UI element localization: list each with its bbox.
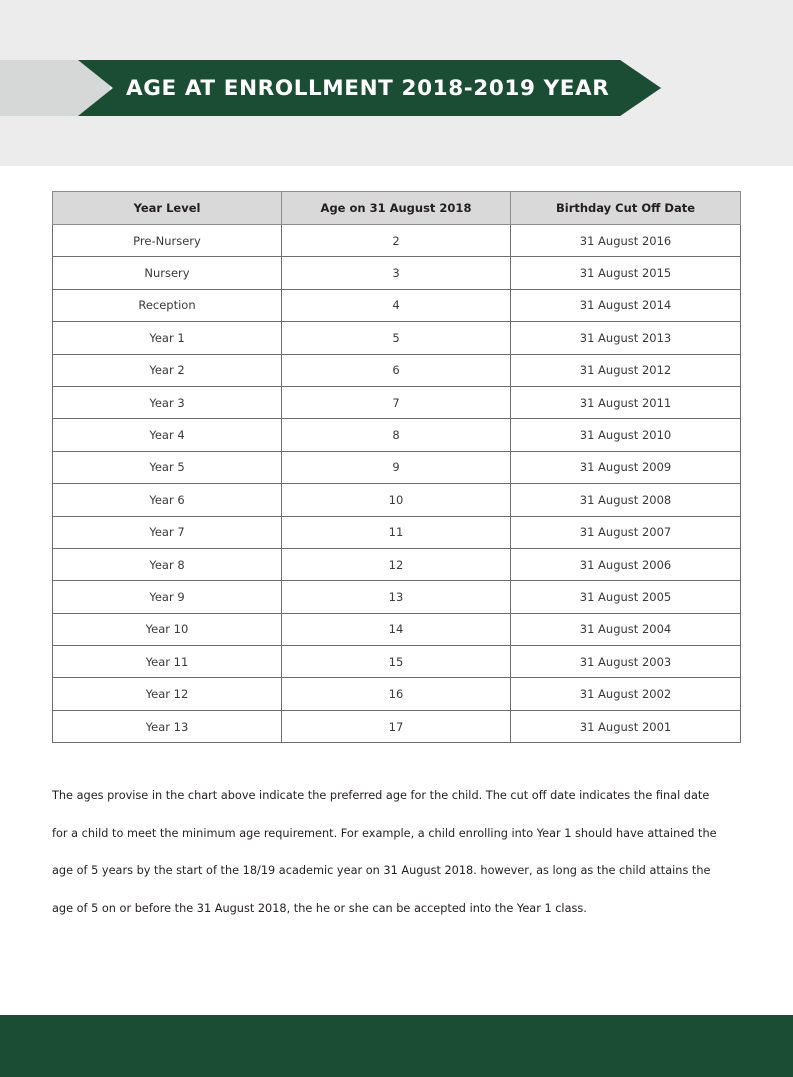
- cell-cutoff-date: 31 August 2012: [511, 354, 741, 386]
- explanatory-notes: [52, 789, 752, 940]
- cell-cutoff-date: 31 August 2015: [511, 257, 741, 289]
- table-row: [53, 710, 741, 742]
- note-line: age of 5 years by the start of the 18/19 academic year on 31 August 2018. however, as long as the child attains the: [52, 864, 711, 878]
- cell-year-level: Year 12: [53, 678, 282, 710]
- cell-age: 10: [282, 484, 511, 516]
- cell-age: 6: [282, 354, 511, 386]
- table-row: [53, 484, 741, 516]
- cell-cutoff-date: 31 August 2010: [511, 419, 741, 451]
- note-line: The ages provise in the chart above indicate the preferred age for the child. The cut off date indicates the final date: [52, 789, 710, 802]
- cell-year-level: Reception: [53, 289, 282, 321]
- table-row: [53, 386, 741, 418]
- cell-cutoff-date: 31 August 2005: [511, 581, 741, 613]
- cell-cutoff-date: 31 August 2006: [511, 548, 741, 580]
- column-header-cutoff-date: Birthday Cut Off Date: [511, 192, 741, 225]
- table-row: [53, 289, 741, 321]
- cell-age: 15: [282, 646, 511, 678]
- cell-year-level: Nursery: [53, 257, 282, 289]
- cell-year-level: Year 11: [53, 646, 282, 678]
- cell-year-level: Year 6: [53, 484, 282, 516]
- cell-cutoff-date: 31 August 2013: [511, 322, 741, 354]
- cell-cutoff-date: 31 August 2008: [511, 484, 741, 516]
- cell-cutoff-date: 31 August 2016: [511, 225, 741, 257]
- cell-cutoff-date: 31 August 2007: [511, 516, 741, 548]
- cell-year-level: Year 13: [53, 710, 282, 742]
- table-row: [53, 225, 741, 257]
- column-header-age: Age on 31 August 2018: [282, 192, 511, 225]
- page-title: AGE AT ENROLLMENT 2018-2019 YEAR: [126, 76, 610, 101]
- table-row: [53, 581, 741, 613]
- cell-age: 13: [282, 581, 511, 613]
- table-row: [53, 516, 741, 548]
- cell-year-level: Year 4: [53, 419, 282, 451]
- cell-age: 16: [282, 678, 511, 710]
- cell-age: 17: [282, 710, 511, 742]
- column-header-year-level: Year Level: [53, 192, 282, 225]
- table-row: [53, 613, 741, 645]
- footer-band: [0, 1015, 793, 1077]
- table-row: [53, 548, 741, 580]
- note-line: for a child to meet the minimum age requirement. For example, a child enrolling into Year 1 should have attained the: [52, 826, 717, 840]
- cell-age: 2: [282, 225, 511, 257]
- cell-age: 8: [282, 419, 511, 451]
- cell-year-level: Year 2: [53, 354, 282, 386]
- cell-cutoff-date: 31 August 2002: [511, 678, 741, 710]
- cell-age: 11: [282, 516, 511, 548]
- cell-age: 12: [282, 548, 511, 580]
- cell-age: 4: [282, 289, 511, 321]
- table-row: [53, 257, 741, 289]
- cell-year-level: Year 5: [53, 451, 282, 483]
- cell-cutoff-date: 31 August 2014: [511, 289, 741, 321]
- table-row: [53, 322, 741, 354]
- table-header-row: [53, 192, 741, 225]
- cell-year-level: Year 3: [53, 386, 282, 418]
- table-row: [53, 354, 741, 386]
- table-body: [53, 225, 741, 743]
- cell-year-level: Year 7: [53, 516, 282, 548]
- cell-year-level: Year 8: [53, 548, 282, 580]
- cell-year-level: Year 10: [53, 613, 282, 645]
- table-row: [53, 419, 741, 451]
- cell-year-level: Pre-Nursery: [53, 225, 282, 257]
- enrollment-table: [52, 191, 741, 743]
- cell-age: 3: [282, 257, 511, 289]
- cell-age: 9: [282, 451, 511, 483]
- cell-cutoff-date: 31 August 2003: [511, 646, 741, 678]
- note-line: age of 5 on or before the 31 August 2018, the he or she can be accepted into the Year 1 class.: [52, 902, 587, 916]
- cell-age: 7: [282, 386, 511, 418]
- cell-age: 5: [282, 322, 511, 354]
- cell-cutoff-date: 31 August 2004: [511, 613, 741, 645]
- cell-year-level: Year 1: [53, 322, 282, 354]
- cell-age: 14: [282, 613, 511, 645]
- cell-cutoff-date: 31 August 2011: [511, 386, 741, 418]
- table-row: [53, 646, 741, 678]
- cell-year-level: Year 9: [53, 581, 282, 613]
- table-row: [53, 451, 741, 483]
- table-row: [53, 678, 741, 710]
- cell-cutoff-date: 31 August 2009: [511, 451, 741, 483]
- cell-cutoff-date: 31 August 2001: [511, 710, 741, 742]
